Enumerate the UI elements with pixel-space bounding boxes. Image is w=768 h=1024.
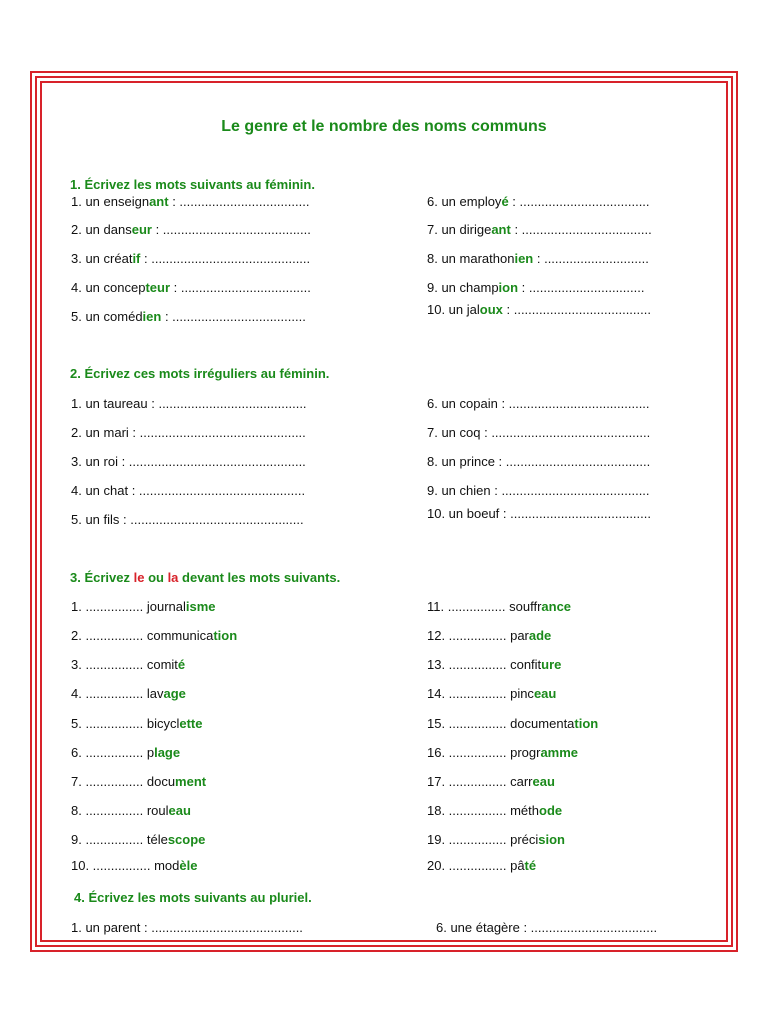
s3-item-14: [427, 686, 556, 701]
item-text: 15. ................ documenta: [427, 716, 575, 731]
s1-item-10: [427, 302, 651, 317]
s3-item-6: [71, 745, 180, 760]
item-text: 12. ................ par: [427, 628, 529, 643]
s3-item-15: [427, 716, 598, 731]
s2-item-10: 10. un boeuf : .......................................: [427, 506, 651, 521]
item-ending: isme: [185, 599, 216, 614]
item-text: 5. un coméd: [71, 309, 143, 324]
item-ending: tion: [574, 716, 599, 731]
item-text: 4. un concep: [71, 280, 146, 295]
item-text: 17. ................ carr: [427, 774, 533, 789]
s2-item-6: 6. un copain : .......................................: [427, 396, 650, 411]
item-ending: ien: [514, 251, 534, 266]
item-text: 19. ................ préci: [427, 832, 539, 847]
s3-item-11: [427, 599, 571, 614]
s3-item-17: [427, 774, 555, 789]
item-ending: tion: [213, 628, 238, 643]
heading-part: ou: [144, 570, 168, 585]
section-4-heading: 4. Écrivez les mots suivants au pluriel.: [74, 890, 312, 905]
item-ending: té: [524, 858, 537, 873]
item-ending: lage: [154, 745, 181, 760]
s3-item-10: [71, 858, 197, 873]
item-ending: ure: [541, 657, 562, 672]
heading-part: devant les mots suivants.: [178, 570, 341, 585]
s3-item-19: [427, 832, 565, 847]
item-blank: : .....................................: [161, 309, 306, 324]
item-text: 3. ................ comit: [71, 657, 178, 672]
item-text: 1. un enseign: [71, 194, 150, 209]
s2-item-7: 7. un coq : ............................................: [427, 425, 651, 440]
s2-item-8: 8. un prince : ........................................: [427, 454, 651, 469]
item-ending: amme: [540, 745, 579, 760]
item-ending: ion: [498, 280, 519, 295]
s1-item-2: [71, 222, 311, 237]
section-2-heading: 2. Écrivez ces mots irréguliers au féminin.: [70, 366, 330, 381]
item-ending: ode: [539, 803, 563, 818]
s2-item-3: 3. un roi : .................................................: [71, 454, 306, 469]
item-ending: if: [132, 251, 141, 266]
s3-item-4: [71, 686, 186, 701]
item-text: 1. ................ journal: [71, 599, 186, 614]
s3-item-8: [71, 803, 191, 818]
s3-item-7: [71, 774, 206, 789]
item-ending: sion: [538, 832, 565, 847]
s1-item-4: [71, 280, 311, 295]
item-text: 10. ................ mod: [71, 858, 180, 873]
item-text: 11. ................ souffr: [427, 599, 542, 614]
item-ending: eau: [532, 774, 555, 789]
item-ending: é: [501, 194, 509, 209]
item-text: 10. un jal: [427, 302, 480, 317]
item-ending: scope: [167, 832, 206, 847]
article-la: la: [167, 570, 179, 585]
s3-item-16: [427, 745, 578, 760]
s2-item-2: 2. un mari : ..............................................: [71, 425, 306, 440]
item-text: 4. ................ lav: [71, 686, 164, 701]
page-title: Le genre et le nombre des noms communs: [221, 118, 547, 135]
s3-item-5: [71, 716, 203, 731]
item-ending: ette: [179, 716, 203, 731]
s4-item-1: 1. un parent : ..........................................: [71, 920, 303, 935]
s3-item-3: [71, 657, 185, 672]
s3-item-1: [71, 599, 216, 614]
s1-item-6: [427, 194, 650, 209]
s2-item-1: 1. un taureau : .........................................: [71, 396, 307, 411]
item-ending: ade: [528, 628, 552, 643]
article-le: le: [133, 570, 145, 585]
item-text: 9. ................ téle: [71, 832, 168, 847]
item-text: 8. un marathon: [427, 251, 515, 266]
item-blank: : ............................................: [140, 251, 311, 266]
item-blank: : ......................................: [502, 302, 651, 317]
s3-item-20: [427, 858, 536, 873]
item-text: 20. ................ pâ: [427, 858, 525, 873]
item-text: 7. ................ docu: [71, 774, 176, 789]
s1-item-9: [427, 280, 644, 295]
s3-item-12: [427, 628, 551, 643]
item-blank: : ................................: [518, 280, 645, 295]
item-blank: : .............................: [533, 251, 649, 266]
item-text: 2. ................ communica: [71, 628, 214, 643]
item-blank: : .........................................: [151, 222, 311, 237]
item-text: 14. ................ pinc: [427, 686, 534, 701]
heading-part: 3. Écrivez: [70, 570, 134, 585]
section-1-heading: 1. Écrivez les mots suivants au féminin.: [70, 177, 315, 192]
s2-item-4: 4. un chat : ..............................................: [71, 483, 306, 498]
s4-item-6: 6. une étagère : ...................................: [436, 920, 658, 935]
s1-item-8: [427, 251, 649, 266]
s1-item-5: [71, 309, 306, 324]
item-text: 13. ................ confit: [427, 657, 542, 672]
item-text: 5. ................ bicycl: [71, 716, 180, 731]
item-blank: : ....................................: [508, 194, 650, 209]
item-text: 7. un dirige: [427, 222, 492, 237]
s2-item-9: 9. un chien : .........................................: [427, 483, 650, 498]
item-ending: ance: [541, 599, 572, 614]
s1-item-7: [427, 222, 652, 237]
item-ending: ant: [149, 194, 169, 209]
item-ending: eau: [533, 686, 557, 701]
item-text: 9. un champ: [427, 280, 499, 295]
item-text: 8. ................ roul: [71, 803, 169, 818]
s2-item-5: 5. un fils : ................................................: [71, 512, 304, 527]
item-ending: teur: [145, 280, 171, 295]
item-ending: ien: [142, 309, 162, 324]
section-3-heading: [70, 570, 340, 585]
item-ending: èle: [179, 858, 198, 873]
item-ending: ment: [175, 774, 207, 789]
item-text: 6. ................ p: [71, 745, 155, 760]
item-ending: ant: [491, 222, 511, 237]
item-text: 2. un dans: [71, 222, 132, 237]
s1-item-1: [71, 194, 309, 209]
s3-item-18: [427, 803, 562, 818]
item-ending: eur: [131, 222, 152, 237]
s3-item-9: [71, 832, 205, 847]
item-blank: : ....................................: [510, 222, 652, 237]
item-blank: : ....................................: [168, 194, 310, 209]
item-blank: : ....................................: [170, 280, 311, 295]
item-text: 16. ................ progr: [427, 745, 541, 760]
item-ending: oux: [479, 302, 503, 317]
s3-item-13: [427, 657, 561, 672]
s3-item-2: [71, 628, 237, 643]
item-text: 3. un créat: [71, 251, 133, 266]
item-text: 18. ................ méth: [427, 803, 539, 818]
item-ending: é: [177, 657, 186, 672]
item-ending: age: [163, 686, 186, 701]
s1-item-3: [71, 251, 310, 266]
item-ending: eau: [168, 803, 191, 818]
item-text: 6. un employ: [427, 194, 502, 209]
